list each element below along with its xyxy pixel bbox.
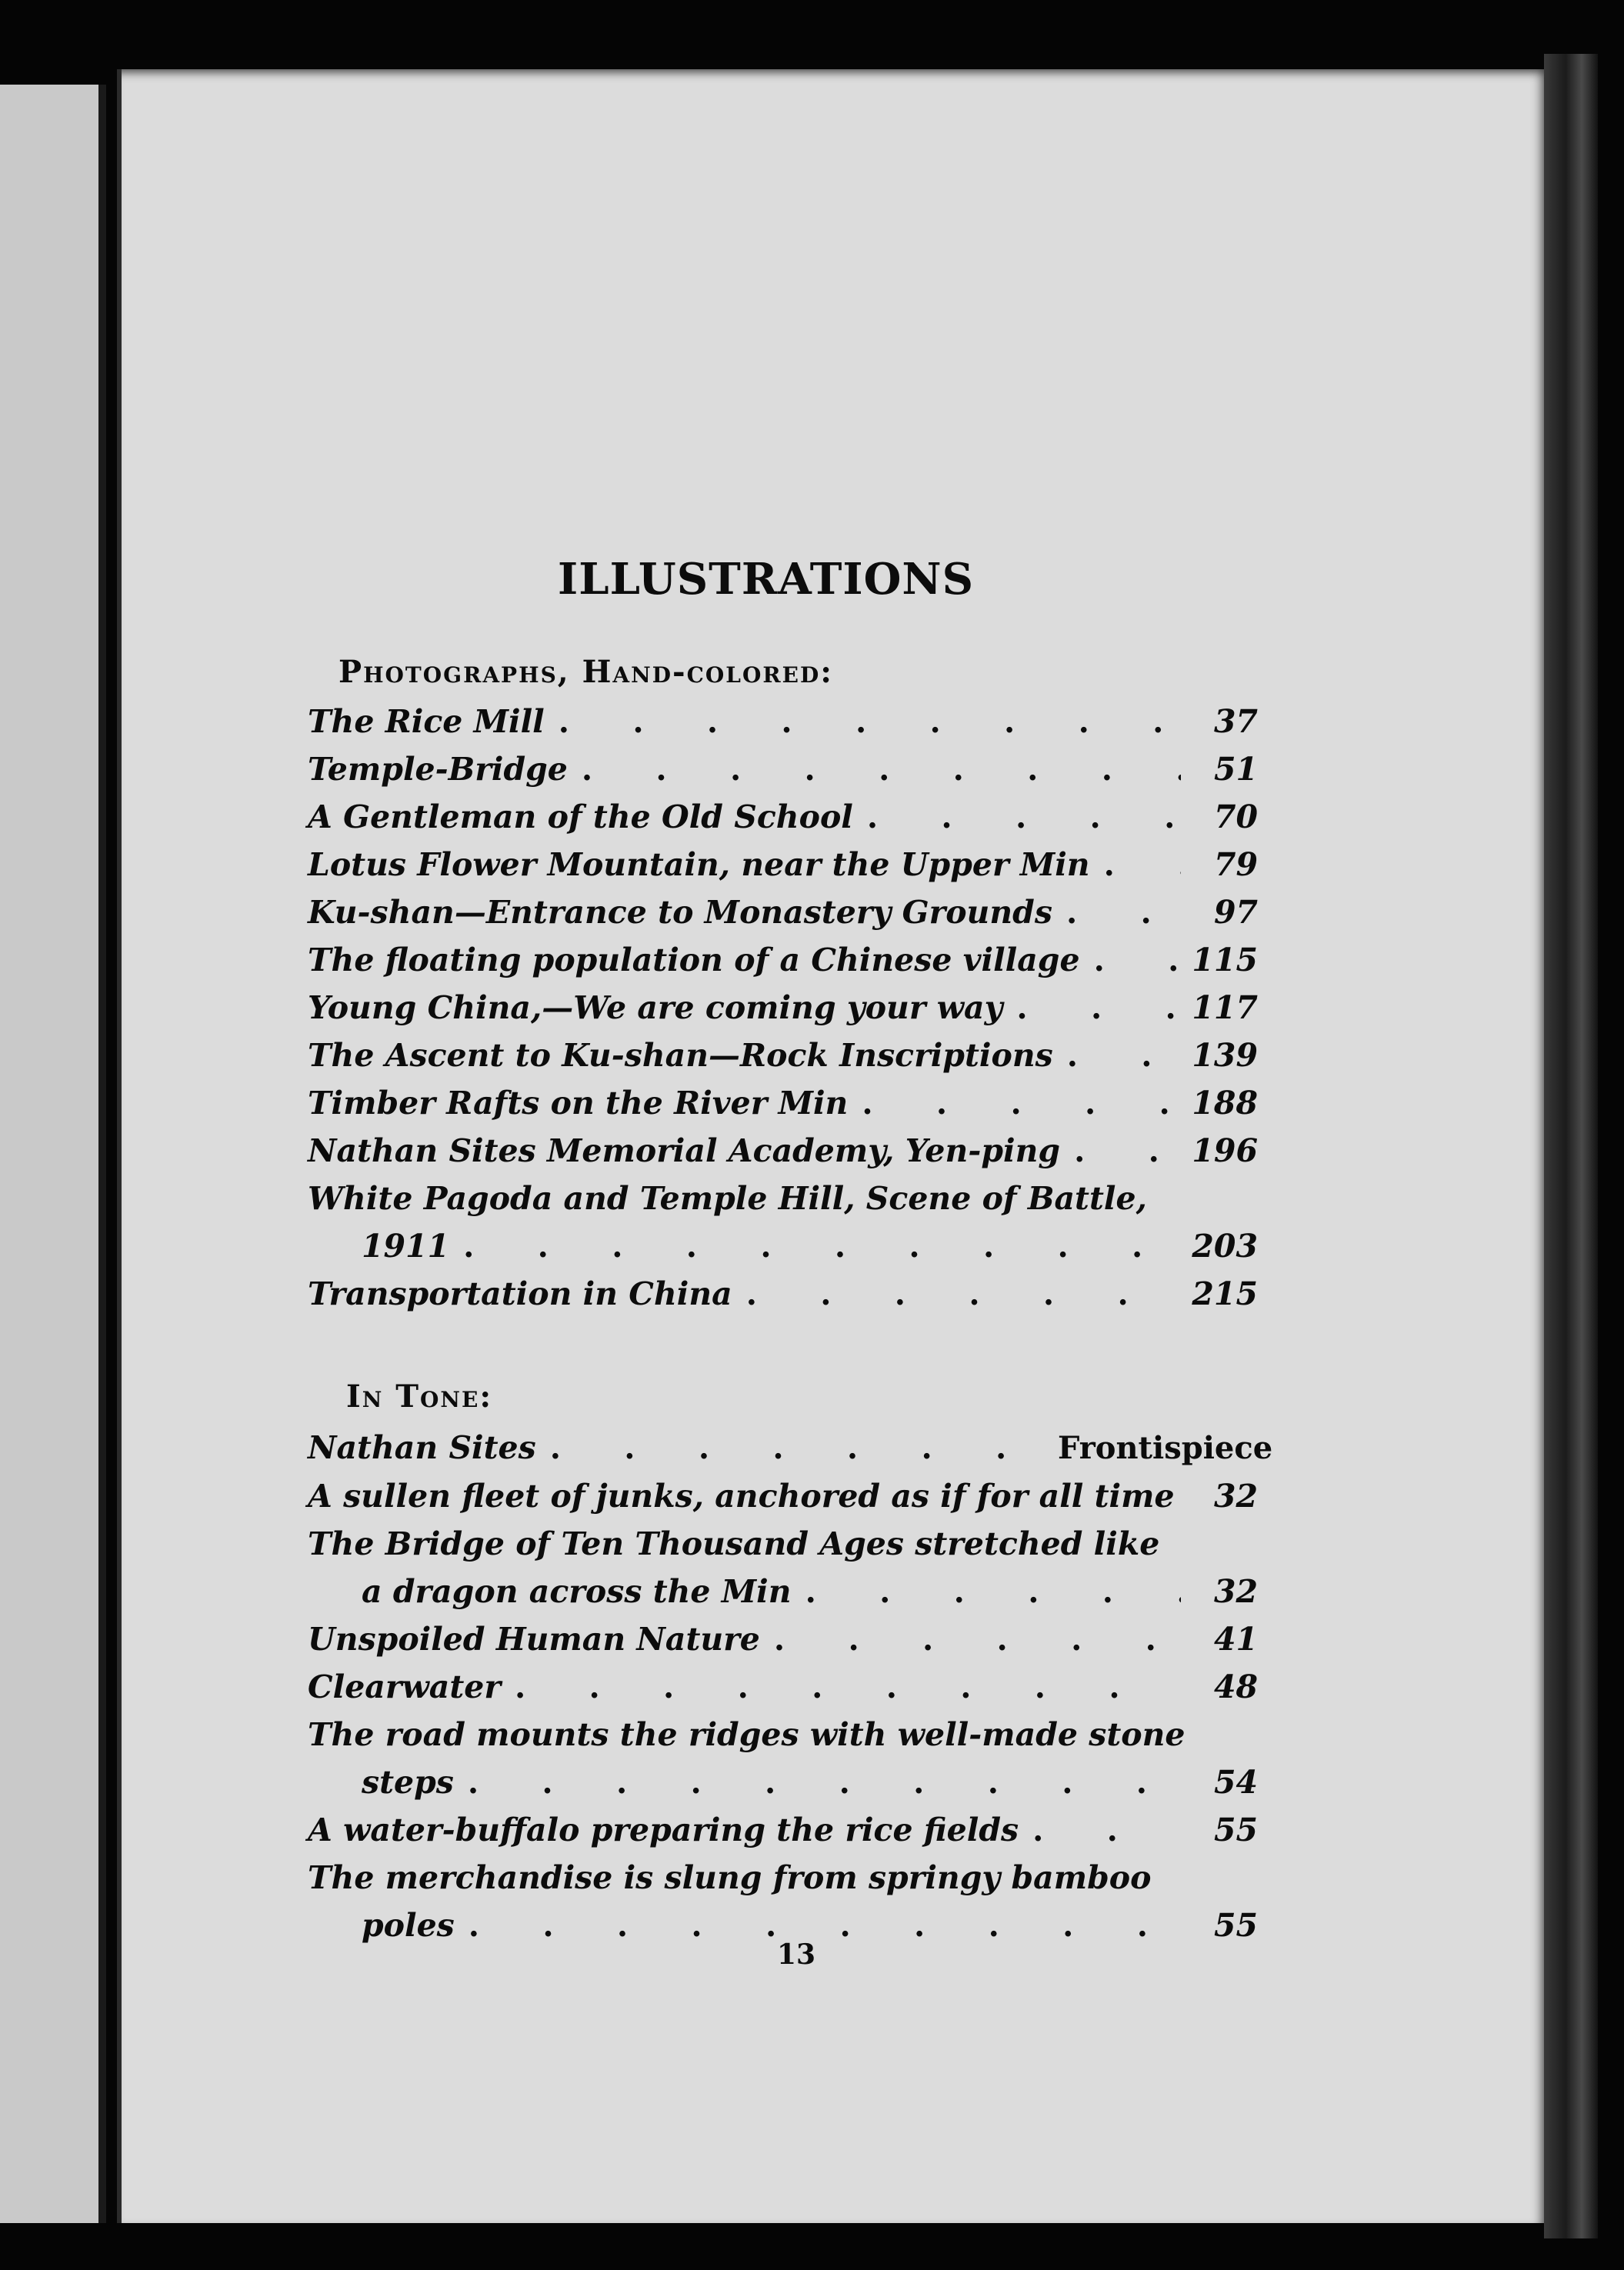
entry-title-continuation: poles (362, 1907, 455, 1944)
list-entry (308, 888, 1258, 936)
entry-title: The road mounts the ridges with well-made stone (308, 1716, 1185, 1753)
section-heading-photographs: Photographs, Hand-colored: (338, 654, 834, 690)
list-entry (308, 1520, 1258, 1615)
entry-title: Young China,—We are coming your way (308, 989, 1003, 1026)
entry-title-continuation: 1911 (362, 1228, 450, 1265)
entry-title: A Gentleman of the Old School (308, 798, 853, 835)
entry-title-continuation: a dragon across the Min (362, 1573, 792, 1610)
illustration-list-in-tone (308, 1424, 1273, 1949)
dot-leader (867, 793, 1181, 841)
list-entry (308, 1175, 1258, 1270)
entry-title: The Bridge of Ten Thousand Ages stretched like (308, 1525, 1160, 1562)
dot-leader (559, 698, 1181, 745)
entry-title: The floating population of a Chinese village (308, 942, 1080, 978)
entry-title: Temple-Bridge (308, 751, 568, 788)
entry-title: Transportation in China (308, 1275, 732, 1312)
entry-page-number: 139 (1192, 1037, 1258, 1074)
list-entry (308, 841, 1258, 888)
entry-page-number: 203 (1192, 1228, 1258, 1265)
dot-leader (468, 1758, 1181, 1806)
entry-title-continuation: steps (362, 1764, 454, 1801)
entry-page-number: 41 (1213, 1621, 1258, 1658)
entry-page-number: 117 (1192, 989, 1258, 1026)
list-entry (308, 1854, 1258, 1949)
entry-title: A sullen fleet of junks, anchored as if for all time (308, 1478, 1175, 1515)
list-entry (308, 1079, 1258, 1127)
illustration-list-photographs (308, 698, 1258, 1318)
list-entry (308, 1663, 1258, 1711)
dot-leader (805, 1568, 1181, 1615)
dot-leader (463, 1222, 1181, 1270)
entry-page-number: 48 (1213, 1668, 1258, 1705)
dot-leader (1067, 1032, 1181, 1079)
entry-title: The Rice Mill (308, 703, 545, 740)
entry-page-number: 115 (1192, 942, 1258, 978)
entry-title: Unspoiled Human Nature (308, 1621, 760, 1658)
entry-page-number: 79 (1213, 846, 1258, 883)
entry-page-number: 188 (1192, 1085, 1258, 1122)
entry-page-number: 70 (1213, 798, 1258, 835)
entry-title: The merchandise is slung from springy bamboo (308, 1859, 1152, 1896)
list-entry (308, 1127, 1258, 1175)
list-entry (308, 1711, 1258, 1806)
entry-title: Lotus Flower Mountain, near the Upper Min (308, 846, 1090, 883)
list-entry (308, 745, 1258, 793)
list-entry (308, 984, 1258, 1032)
entry-title: The Ascent to Ku-shan—Rock Inscriptions (308, 1037, 1053, 1074)
entry-page-number: 196 (1192, 1132, 1258, 1169)
entry-page-number: Frontispiece (1058, 1430, 1273, 1466)
dot-leader (1094, 936, 1181, 984)
dot-leader (550, 1424, 1050, 1472)
entry-page-number: 37 (1213, 703, 1258, 740)
list-entry (308, 1472, 1258, 1520)
list-entry (308, 1270, 1258, 1318)
dot-leader (1016, 984, 1181, 1032)
entry-page-number: 215 (1192, 1275, 1258, 1312)
section-heading-in-tone: In Tone: (346, 1378, 493, 1415)
entry-title: Nathan Sites (308, 1429, 536, 1466)
list-entry (308, 1806, 1258, 1854)
dot-leader (1032, 1806, 1181, 1854)
entry-page-number: 32 (1213, 1478, 1258, 1515)
dot-leader (1104, 841, 1181, 888)
entry-title: Timber Rafts on the River Min (308, 1085, 849, 1122)
list-entry (308, 698, 1258, 745)
list-entry (308, 1615, 1258, 1663)
dot-leader (862, 1079, 1181, 1127)
list-entry (308, 1424, 1273, 1472)
dot-leader (582, 745, 1181, 793)
page-title: ILLUSTRATIONS (558, 554, 975, 605)
entry-page-number: 54 (1213, 1764, 1258, 1801)
entry-page-number: 55 (1213, 1812, 1258, 1848)
dot-leader (1066, 888, 1181, 936)
page-number: 13 (777, 1938, 816, 1971)
book-spine-edge (1544, 54, 1598, 2238)
scan-left-page-edge (0, 85, 106, 2223)
dot-leader (746, 1270, 1181, 1318)
dot-leader (469, 1902, 1181, 1949)
entry-page-number: 55 (1213, 1907, 1258, 1944)
entry-title: White Pagoda and Temple Hill, Scene of Battle, (308, 1180, 1147, 1217)
dot-leader (515, 1663, 1181, 1711)
entry-title: A water-buffalo preparing the rice fields (308, 1812, 1019, 1848)
list-entry (308, 793, 1258, 841)
entry-title: Clearwater (308, 1668, 501, 1705)
list-entry (308, 1032, 1258, 1079)
dot-leader (1074, 1127, 1181, 1175)
entry-title: Nathan Sites Memorial Academy, Yen-ping (308, 1132, 1061, 1169)
entry-page-number: 97 (1213, 894, 1258, 931)
list-entry (308, 936, 1258, 984)
entry-title: Ku-shan—Entrance to Monastery Grounds (308, 894, 1052, 931)
dot-leader (774, 1615, 1181, 1663)
entry-page-number: 32 (1213, 1573, 1258, 1610)
entry-page-number: 51 (1213, 751, 1258, 788)
